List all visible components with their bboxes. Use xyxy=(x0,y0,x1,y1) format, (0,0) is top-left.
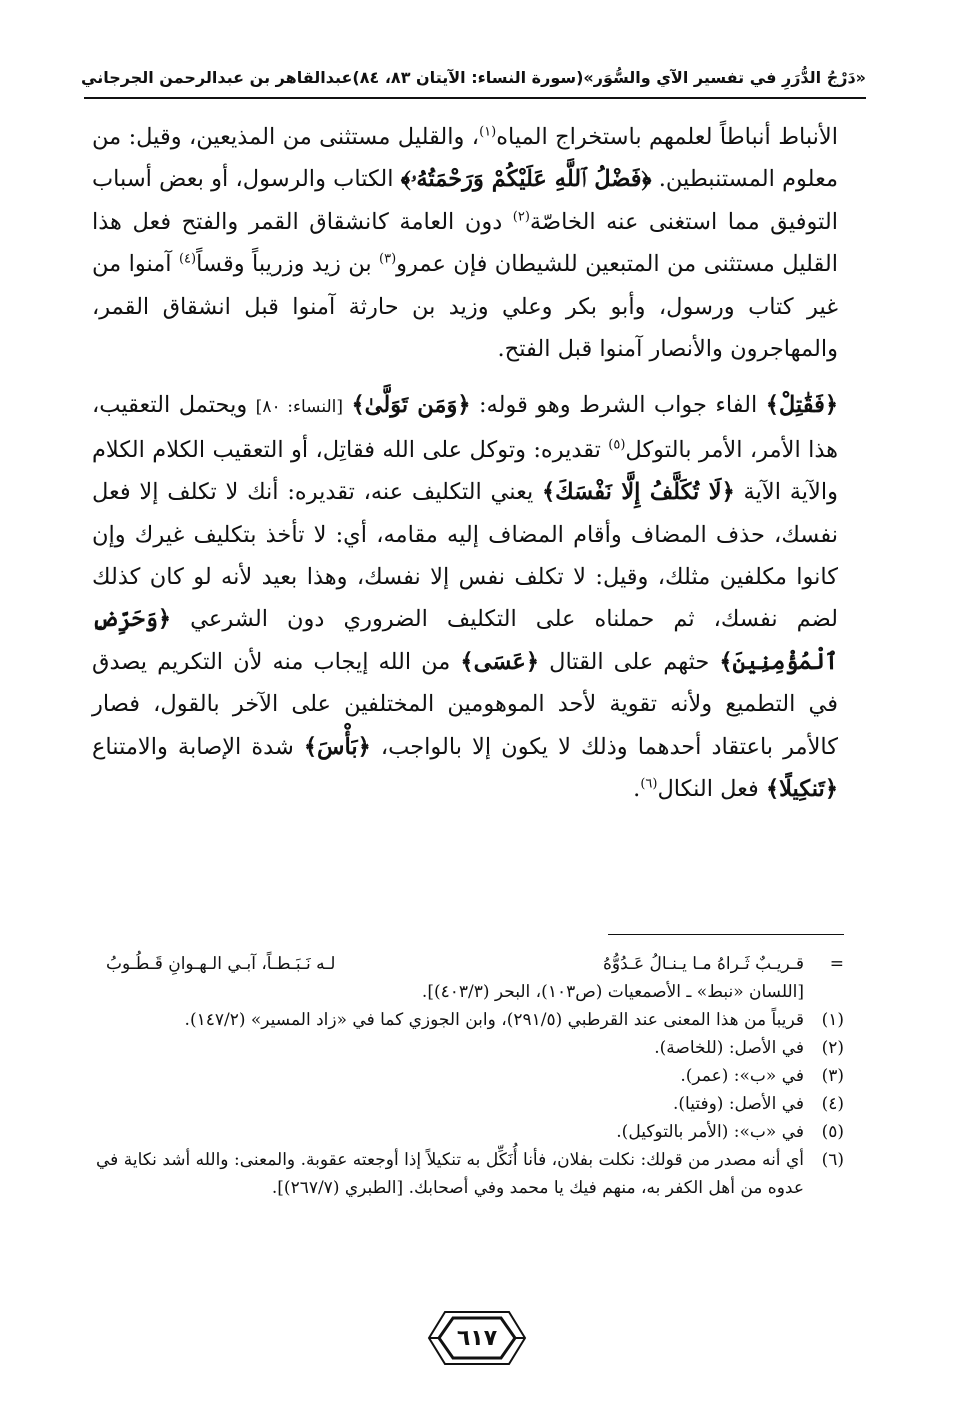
footnote-ref-1: (١) xyxy=(479,124,497,140)
verse-citation: [النساء: ٨٠] xyxy=(255,397,344,418)
footnote-text: أي أنه مصدر من قولك: نكلت بفلان، فأنا أُنَكِّل به تنكيلاً إذا أوجعته عقوبة. والمعنى: والله أشد نكاية في عدوه من أهل الكفر به، منهم فيك يا محمد وفي أصحابك. [الطبري (٢٦٧/٧)]. xyxy=(96,1150,804,1198)
footnote-separator xyxy=(608,934,844,935)
footnote-number: (٣) xyxy=(821,1066,844,1086)
page-number: ٦١٧ xyxy=(456,1325,498,1351)
footnote-ref-4: (٤) xyxy=(178,251,197,267)
footnote-number: (١) xyxy=(821,1010,844,1030)
footnote-ref-2: (٢) xyxy=(512,209,530,225)
footnote-text: في «ب»: (عمر). xyxy=(680,1066,804,1086)
footnote-number: (٢) xyxy=(821,1038,844,1058)
text-run: آمنوا من غير كتاب ورسول، وأبو بكر وعلي وزيد بن حارثة آمنوا قبل انشقاق القمر، والمهاجرون والأنصار آمنوا قبل الفتح. xyxy=(92,251,838,363)
quran-quote: ﴿وَمَن تَوَلَّىٰ﴾ xyxy=(351,392,471,419)
main-text xyxy=(92,116,838,811)
footnote-text: في الأصل: (وفتيا). xyxy=(672,1094,804,1114)
quran-quote: ﴿فَقَٰتِلْ﴾ xyxy=(765,392,839,419)
text-run: بن زيد وزريباً وقساً xyxy=(196,251,372,278)
footnote-continuation xyxy=(96,950,844,1006)
footnote-ref-5: (٥) xyxy=(608,437,626,453)
continuation-marker: = xyxy=(829,954,844,974)
footnote-item xyxy=(96,1118,844,1146)
quran-quote: ﴿تَنكِيلًا﴾ xyxy=(765,776,838,803)
running-header xyxy=(81,60,866,94)
text-run: ، والقليل مستثنى من المذيعين، وقيل: من معلوم المستنبطين. xyxy=(92,124,838,193)
footnote-ref-6: (٦) xyxy=(640,776,658,792)
paragraph-2 xyxy=(92,384,838,810)
footnote-number: (٥) xyxy=(821,1122,844,1142)
poem-hemistich-1: قـريـبٌ ثَـراهُ مـا يـنـالُ عَـدُوُّهُ xyxy=(602,954,804,974)
footnote-text: قريباً من هذا المعنى عند القرطبي (٢٩١/٥)، وابن الجوزي كما في «زاد المسير» (١٤٧/٢). xyxy=(184,1010,804,1030)
text-run: . xyxy=(633,776,641,803)
text-run: دون العامة كانشقاق القمر والفتح فعل هذا القليل مستثنى من المتبعين للشيطان فإن عمرو xyxy=(92,208,838,278)
text-run: الكتاب والرسول، أو بعض أسباب التوفيق مما استغنى عنه الخاصّة xyxy=(92,166,838,235)
text-run: من الله إيجاب منه لأن التكريم يصدق في التطميع ولأنه تقوية لأحد الموهومين المختلفين على الآخر بالقول، فصار كالأمر باعتقاد أحدهما وذلك لا يكون إلا بالواجب، xyxy=(92,648,838,760)
quran-quote: ﴿وَحَرِّضِ ٱلْمُؤْمِنِينَ﴾ xyxy=(92,606,839,675)
footnote-body xyxy=(96,950,804,1006)
text-run: شدة الإصابة والامتناع xyxy=(92,733,294,760)
text-run: تقديره: وتوكل على الله فقاتِل، أو التعقيب الكلام الكلام والآية الآية xyxy=(92,436,839,506)
author-name: عبدالقاهر بن عبدالرحمن الجرجاني xyxy=(81,67,353,87)
text-run: حثهم على القتال xyxy=(549,648,710,675)
paragraph-1 xyxy=(92,116,838,370)
header-rule xyxy=(84,97,866,99)
footnote-item xyxy=(96,1034,844,1062)
quran-quote: ﴿بَأْسَ﴾ xyxy=(303,733,371,760)
poem-verse xyxy=(96,950,804,978)
text-run: يعني التكليف عنه، تقديره: أنك لا تكلف إلا فعل نفسك، حذف المضاف وأقام المضاف إليه مقامه، أي: لا تأخذ بتكليف غيرك وإن كانوا مكلفين مثلك، وقيل: لا تكلف نفس إلا نفسك، وهذا بعيد لأنه لو كان كذلك لضم نفسك، ثم حملناه على التكليف الضروري دون الشرعي xyxy=(92,479,838,633)
footnote-item xyxy=(96,1146,844,1202)
poem-source: [اللسان «نبط» ـ الأصمعيات (ص١٠٣)، البحر (٤٠٣/٣)]. xyxy=(421,982,804,1002)
text-run: ويحتمل التعقيب، هذا الأمر، الأمر بالتوكل xyxy=(92,392,839,463)
footnote-number: (٦) xyxy=(821,1150,844,1170)
footnote-item xyxy=(96,1062,844,1090)
footnotes xyxy=(96,950,844,1202)
text-run: الفاء جواب الشرط وهو قوله: xyxy=(478,392,758,419)
page-number-badge xyxy=(425,1310,529,1366)
footnote-item xyxy=(96,1006,844,1034)
text-run: الأنباط أنباطاً لعلمهم باستخراج المياه xyxy=(496,124,838,150)
footnote-ref-3: (٣) xyxy=(379,251,397,267)
quran-quote: ﴿لَا تُكَلَّفُ إِلَّا نَفْسَكَ﴾ xyxy=(542,479,735,506)
quran-quote: ﴿عَسَى﴾ xyxy=(460,648,540,675)
footnote-number: (٤) xyxy=(821,1094,844,1114)
text-run: فعل النكال xyxy=(657,776,759,803)
surah-reference: (سورة النساء: الآيتان ٨٣، ٨٤) xyxy=(352,67,584,87)
footnote-text: في «ب»: (الأمر بالتوكيل). xyxy=(616,1122,804,1142)
footnote-text: في الأصل: (للخاصة). xyxy=(654,1038,804,1058)
poem-hemistich-2: لـه نَـبَـطـاً، آبـي الـهـوانِ قَـطُـوبُ xyxy=(106,954,336,974)
quran-quote: ﴿فَضْلُ ٱللَّهِ عَلَيْكُمْ وَرَحْمَتُهُۥ﴾ xyxy=(400,166,652,193)
footnote-item xyxy=(96,1090,844,1118)
book-title: «دَرْجُ الدُّرَرِ في تفسير الآي والسُّوَر» xyxy=(583,67,866,87)
